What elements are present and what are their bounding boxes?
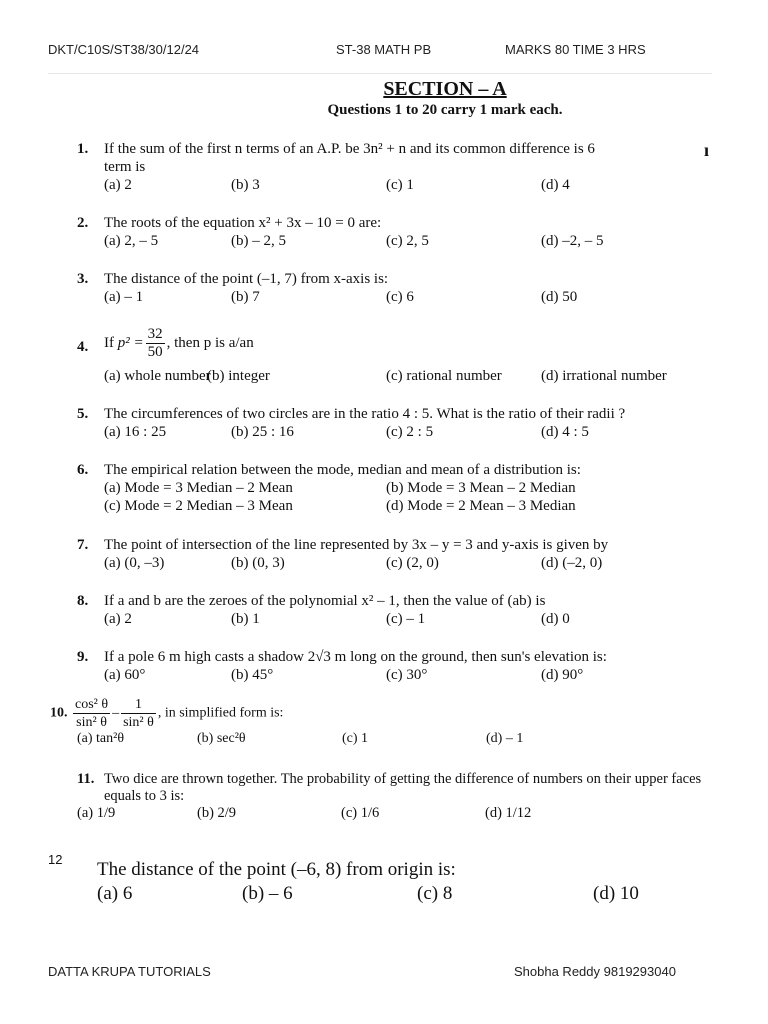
option-b: (b) 7 [231, 289, 260, 305]
header-divider [48, 73, 712, 74]
question-number: 12 [48, 852, 63, 867]
options-row [104, 666, 727, 684]
question-suffix: , in simplified form is: [157, 705, 284, 721]
question-text: The point of intersection of the line represented by 3x – y = 3 and y-axis is given by [104, 537, 609, 553]
option-c: (c) 30° [386, 667, 428, 683]
question-text: The empirical relation between the mode, median and mean of a distribution is: [104, 462, 581, 478]
option-c: (c) 8 [417, 883, 453, 904]
question-number: 3. [77, 271, 89, 287]
question-text-cont: term is [104, 159, 146, 175]
math-variable: p² = [117, 334, 144, 351]
question-2 [77, 214, 727, 250]
fraction-denominator: sin² θ [123, 715, 154, 730]
question-4 [77, 326, 727, 385]
option-d: (d) – 1 [486, 731, 524, 746]
option-b: (b) (0, 3) [231, 555, 285, 571]
option-d: (d) –2, – 5 [541, 233, 604, 249]
option-a: (a) 2 [104, 611, 132, 627]
fraction-denominator: 50 [147, 344, 163, 360]
option-b: (b) 3 [231, 177, 260, 193]
option-a: (a) tan²θ [77, 731, 125, 746]
fraction [146, 326, 165, 361]
option-d: (d) 4 : 5 [541, 424, 589, 440]
question-suffix: , then p is a/an [166, 334, 254, 351]
options-row [97, 882, 717, 906]
option-c: (c) 6 [386, 289, 414, 305]
question-text: The roots of the equation x² + 3x – 10 = 0 are: [104, 215, 382, 231]
question-3 [77, 270, 727, 306]
header-code: DKT/C10S/ST38/30/12/24 [48, 42, 200, 57]
option-a: (a) 16 : 25 [104, 424, 167, 440]
option-b: (b) 25 : 16 [231, 424, 294, 440]
question-number: 10. [50, 705, 68, 721]
question-text: If a pole 6 m high casts a shadow 2√3 m long on the ground, then sun's elevation is: [104, 649, 607, 665]
options-row [104, 554, 727, 572]
option-c: (c) (2, 0) [386, 555, 439, 571]
question-8 [77, 592, 727, 628]
question-number: 11. [77, 771, 95, 787]
option-a: (a) (0, –3) [104, 555, 165, 571]
fraction-numerator: cos² θ [75, 697, 109, 712]
option-d: (d) Mode = 2 Mean – 3 Median [386, 498, 576, 514]
question-text: If a and b are the zeroes of the polynomial x² – 1, then the value of (ab) is [104, 593, 546, 609]
minus-sign: – [112, 705, 120, 721]
option-b: (b) sec²θ [197, 731, 246, 746]
option-c: (c) 1/6 [341, 805, 380, 821]
question-number: 5. [77, 406, 89, 422]
question-number: 2. [77, 215, 89, 231]
question-number: 9. [77, 649, 89, 665]
section-title: SECTION – A [383, 78, 507, 100]
option-b: (b) Mode = 3 Mean – 2 Median [386, 480, 576, 496]
option-a: (a) – 1 [104, 289, 144, 305]
option-a: (a) 6 [97, 883, 133, 904]
question-number: 6. [77, 462, 89, 478]
option-d: (d) 50 [541, 289, 578, 305]
question-5 [77, 405, 727, 441]
question-number: 1. [77, 141, 89, 157]
question-12 [97, 858, 717, 906]
footer-right: Shobha Reddy 9819293040 [514, 964, 676, 979]
question-number: 4. [77, 339, 89, 355]
options-row [104, 176, 727, 194]
section-subtitle: Questions 1 to 20 carry 1 mark each. [327, 102, 563, 118]
option-a: (a) 2, – 5 [104, 233, 159, 249]
section-title-wrap [0, 78, 768, 101]
question-11 [77, 771, 727, 823]
option-d: (d) irrational number [541, 368, 667, 384]
question-1 [77, 140, 727, 194]
options-row [104, 288, 727, 306]
question-text: The distance of the point (–1, 7) from x-axis is: [104, 271, 389, 287]
options-row [104, 610, 727, 628]
option-b: (b) – 6 [242, 883, 293, 904]
option-b: (b) 45° [231, 667, 274, 683]
header-marks-time: MARKS 80 TIME 3 HRS [505, 42, 646, 57]
question-text: Two dice are thrown together. The probability of getting the difference of numbers on their upper faces equals to 3 is: [104, 771, 702, 804]
option-d: (d) (–2, 0) [541, 555, 603, 571]
option-c: (c) 1 [342, 731, 369, 746]
fraction-numerator: 32 [147, 326, 163, 342]
fraction-denominator: sin² θ [76, 715, 107, 730]
question-6 [77, 461, 727, 515]
option-d: (d) 1/12 [485, 805, 532, 821]
option-b: (b) 1 [231, 611, 260, 627]
question-number: 8. [77, 593, 89, 609]
options-row [104, 232, 727, 250]
option-a: (a) 1/9 [77, 805, 116, 821]
question-text [104, 326, 727, 361]
option-d: (d) 0 [541, 611, 570, 627]
question-text: If the sum of the first n terms of an A.P. be 3n² + n and its common difference is 6 [104, 141, 595, 157]
options-row [77, 731, 730, 749]
section-subtitle-wrap [0, 102, 768, 119]
options-row [104, 367, 727, 385]
options-row [104, 423, 727, 441]
option-a: (a) 60° [104, 667, 146, 683]
question-prefix: If [104, 334, 114, 351]
question-7 [77, 536, 727, 572]
fraction [121, 696, 156, 731]
question-10 [50, 696, 730, 749]
option-a: (a) whole number [104, 368, 211, 384]
option-d: (d) 4 [541, 177, 570, 193]
question-text [50, 696, 730, 731]
options-row [77, 805, 727, 823]
option-c: (c) – 1 [386, 611, 426, 627]
option-d: (d) 90° [541, 667, 584, 683]
option-a: (a) 2 [104, 177, 132, 193]
fraction-numerator: 1 [121, 696, 156, 714]
option-b: (b) integer [207, 368, 270, 384]
option-c: (c) Mode = 2 Median – 3 Mean [104, 498, 293, 514]
margin-mark: ı [704, 140, 710, 160]
question-number: 7. [77, 537, 89, 553]
option-b: (b) – 2, 5 [231, 233, 286, 249]
footer-left: DATTA KRUPA TUTORIALS [48, 964, 211, 979]
fraction [73, 696, 110, 731]
option-b: (b) 2/9 [197, 805, 237, 821]
question-9 [77, 648, 727, 684]
option-a: (a) Mode = 3 Median – 2 Mean [104, 480, 293, 496]
option-c: (c) rational number [386, 368, 502, 384]
options-row [104, 497, 727, 515]
option-c: (c) 2, 5 [386, 233, 429, 249]
option-d: (d) 10 [593, 883, 639, 904]
header-paper: ST-38 MATH PB [336, 42, 432, 57]
options-row [104, 479, 727, 497]
question-text: The circumferences of two circles are in the ratio 4 : 5. What is the ratio of their radii ? [104, 406, 626, 422]
question-text: The distance of the point (–6, 8) from origin is: [97, 859, 456, 880]
option-c: (c) 2 : 5 [386, 424, 434, 440]
option-c: (c) 1 [386, 177, 414, 193]
